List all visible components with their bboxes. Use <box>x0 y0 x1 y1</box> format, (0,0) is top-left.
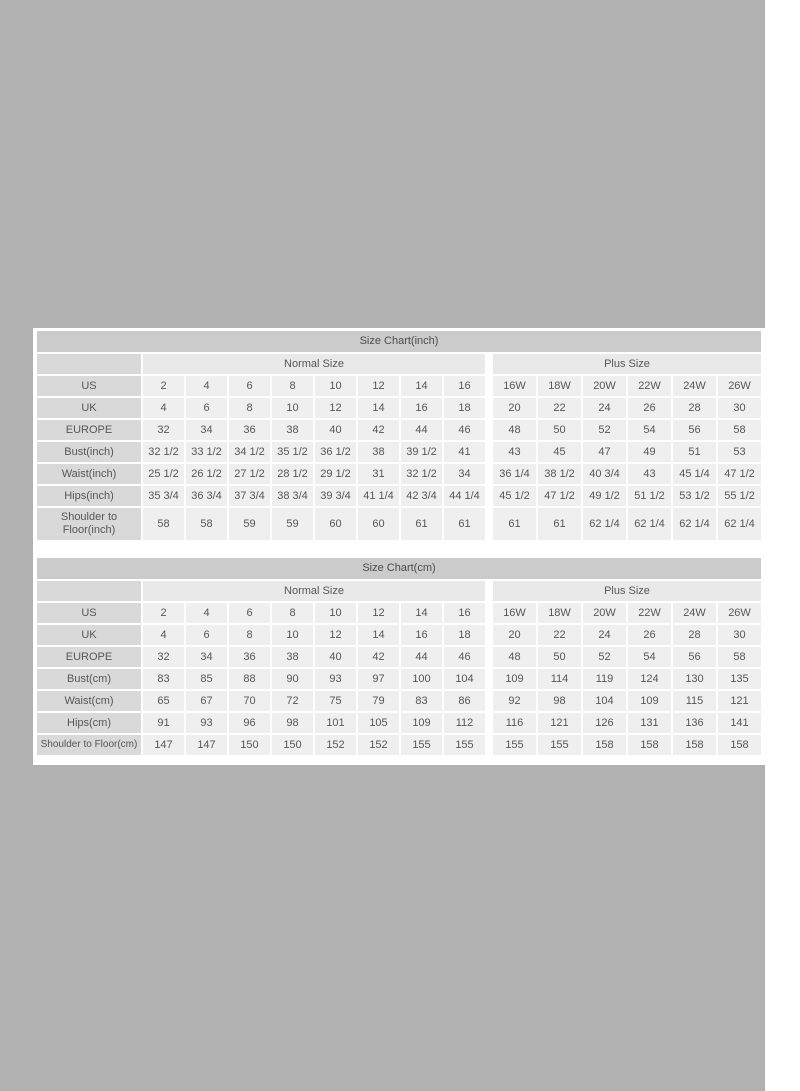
group-gap <box>487 486 491 506</box>
size-cell: 65 <box>143 691 184 711</box>
size-cell: 12 <box>315 625 356 645</box>
size-cell: 26 <box>628 625 671 645</box>
size-cell: 61 <box>444 508 485 540</box>
row-label: US <box>37 376 141 396</box>
size-row <box>37 398 761 418</box>
size-cell: 101 <box>315 713 356 733</box>
size-cell: 20W <box>583 376 626 396</box>
size-cell: 119 <box>583 669 626 689</box>
size-cell: 35 3/4 <box>143 486 184 506</box>
size-cell: 58 <box>143 508 184 540</box>
corner-cell <box>37 581 141 601</box>
row-label: Waist(inch) <box>37 464 141 484</box>
size-cell: 56 <box>673 647 716 667</box>
size-cell: 67 <box>186 691 227 711</box>
size-cell: 40 <box>315 420 356 440</box>
size-cell: 44 1/4 <box>444 486 485 506</box>
size-cell: 38 <box>272 420 313 440</box>
size-cell: 44 <box>401 420 442 440</box>
size-cell: 6 <box>186 625 227 645</box>
size-cell: 58 <box>186 508 227 540</box>
size-cell: 90 <box>272 669 313 689</box>
size-cell: 28 1/2 <box>272 464 313 484</box>
size-cell: 4 <box>143 625 184 645</box>
size-cell: 70 <box>229 691 270 711</box>
row-label: US <box>37 603 141 623</box>
size-cell: 37 3/4 <box>229 486 270 506</box>
size-cell: 24W <box>673 376 716 396</box>
size-row <box>37 603 761 623</box>
size-cell: 141 <box>718 713 761 733</box>
size-cell: 62 1/4 <box>583 508 626 540</box>
corner-cell <box>37 354 141 374</box>
size-row <box>37 508 761 540</box>
size-cell: 46 <box>444 420 485 440</box>
size-cell: 112 <box>444 713 485 733</box>
size-cell: 51 <box>673 442 716 462</box>
size-cell: 50 <box>538 647 581 667</box>
size-cell: 42 3/4 <box>401 486 442 506</box>
size-cell: 97 <box>358 669 399 689</box>
size-cell: 60 <box>358 508 399 540</box>
table-title: Size Chart(cm) <box>37 558 761 579</box>
size-cell: 38 <box>358 442 399 462</box>
size-cell: 49 1/2 <box>583 486 626 506</box>
size-cell: 18 <box>444 398 485 418</box>
size-cell: 20W <box>583 603 626 623</box>
size-cell: 147 <box>186 735 227 755</box>
size-cell: 32 <box>143 420 184 440</box>
size-cell: 38 1/2 <box>538 464 581 484</box>
group-gap <box>487 647 491 667</box>
size-cell: 155 <box>444 735 485 755</box>
size-chart-cm-table <box>35 556 763 757</box>
size-cell: 32 1/2 <box>401 464 442 484</box>
size-cell: 28 <box>673 625 716 645</box>
size-cell: 155 <box>538 735 581 755</box>
row-label: Bust(inch) <box>37 442 141 462</box>
size-cell: 42 <box>358 420 399 440</box>
size-cell: 12 <box>315 398 356 418</box>
size-cell: 121 <box>538 713 581 733</box>
size-cell: 109 <box>628 691 671 711</box>
size-cell: 126 <box>583 713 626 733</box>
size-row <box>37 713 761 733</box>
size-cell: 18 <box>444 625 485 645</box>
size-cell: 26W <box>718 376 761 396</box>
size-cell: 39 1/2 <box>401 442 442 462</box>
size-cell: 36 3/4 <box>186 486 227 506</box>
size-cell: 155 <box>493 735 536 755</box>
size-cell: 8 <box>229 625 270 645</box>
size-cell: 4 <box>186 376 227 396</box>
size-cell: 88 <box>229 669 270 689</box>
size-cell: 53 <box>718 442 761 462</box>
size-cell: 47 <box>583 442 626 462</box>
group-gap <box>487 603 491 623</box>
group-gap <box>487 464 491 484</box>
row-label: EUROPE <box>37 420 141 440</box>
row-label: Bust(cm) <box>37 669 141 689</box>
size-row <box>37 735 761 755</box>
size-cell: 26W <box>718 603 761 623</box>
row-label: Hips(inch) <box>37 486 141 506</box>
size-cell: 18W <box>538 376 581 396</box>
size-cell: 158 <box>583 735 626 755</box>
size-cell: 20 <box>493 398 536 418</box>
size-cell: 24 <box>583 398 626 418</box>
size-cell: 33 1/2 <box>186 442 227 462</box>
size-cell: 62 1/4 <box>673 508 716 540</box>
group-gap <box>487 713 491 733</box>
size-cell: 98 <box>272 713 313 733</box>
size-cell: 136 <box>673 713 716 733</box>
size-cell: 116 <box>493 713 536 733</box>
size-cell: 10 <box>315 603 356 623</box>
group-gap <box>487 420 491 440</box>
size-cell: 24 <box>583 625 626 645</box>
size-cell: 54 <box>628 420 671 440</box>
size-cell: 18W <box>538 603 581 623</box>
size-cell: 121 <box>718 691 761 711</box>
size-cell: 44 <box>401 647 442 667</box>
size-cell: 8 <box>272 603 313 623</box>
group-gap <box>487 398 491 418</box>
size-cell: 86 <box>444 691 485 711</box>
size-cell: 53 1/2 <box>673 486 716 506</box>
normal-size-header: Normal Size <box>143 581 485 601</box>
size-cell: 16 <box>444 603 485 623</box>
size-cell: 4 <box>143 398 184 418</box>
size-cell: 158 <box>673 735 716 755</box>
size-cell: 55 1/2 <box>718 486 761 506</box>
size-cell: 114 <box>538 669 581 689</box>
size-cell: 31 <box>358 464 399 484</box>
size-cell: 28 <box>673 398 716 418</box>
size-row <box>37 669 761 689</box>
size-cell: 91 <box>143 713 184 733</box>
size-cell: 48 <box>493 420 536 440</box>
size-cell: 47 1/2 <box>718 464 761 484</box>
size-cell: 16 <box>401 625 442 645</box>
size-cell: 60 <box>315 508 356 540</box>
size-cell: 52 <box>583 420 626 440</box>
size-chart-panel <box>33 328 765 765</box>
size-cell: 52 <box>583 647 626 667</box>
size-cell: 43 <box>493 442 536 462</box>
row-label: Waist(cm) <box>37 691 141 711</box>
size-cell: 29 1/2 <box>315 464 356 484</box>
size-cell: 27 1/2 <box>229 464 270 484</box>
size-cell: 135 <box>718 669 761 689</box>
size-cell: 147 <box>143 735 184 755</box>
table-separator <box>35 542 763 556</box>
group-gap <box>487 669 491 689</box>
plus-size-header: Plus Size <box>493 581 761 601</box>
group-gap <box>487 581 491 601</box>
size-cell: 79 <box>358 691 399 711</box>
size-cell: 43 <box>628 464 671 484</box>
size-row <box>37 464 761 484</box>
size-cell: 22 <box>538 398 581 418</box>
size-cell: 62 1/4 <box>628 508 671 540</box>
size-cell: 104 <box>444 669 485 689</box>
size-cell: 20 <box>493 625 536 645</box>
size-cell: 41 1/4 <box>358 486 399 506</box>
size-cell: 158 <box>628 735 671 755</box>
size-cell: 40 <box>315 647 356 667</box>
table-title-row <box>37 331 761 352</box>
size-cell: 92 <box>493 691 536 711</box>
size-chart-inch-table <box>35 329 763 542</box>
size-cell: 34 1/2 <box>229 442 270 462</box>
size-cell: 12 <box>358 603 399 623</box>
size-cell: 10 <box>272 625 313 645</box>
size-cell: 38 3/4 <box>272 486 313 506</box>
size-cell: 47 1/2 <box>538 486 581 506</box>
size-cell: 105 <box>358 713 399 733</box>
size-cell: 36 <box>229 420 270 440</box>
size-cell: 39 3/4 <box>315 486 356 506</box>
size-cell: 10 <box>272 398 313 418</box>
size-cell: 115 <box>673 691 716 711</box>
size-cell: 51 1/2 <box>628 486 671 506</box>
size-cell: 130 <box>673 669 716 689</box>
size-cell: 58 <box>718 420 761 440</box>
size-cell: 59 <box>272 508 313 540</box>
size-cell: 24W <box>673 603 716 623</box>
size-cell: 58 <box>718 647 761 667</box>
row-label: Hips(cm) <box>37 713 141 733</box>
size-cell: 26 1/2 <box>186 464 227 484</box>
group-gap <box>487 354 491 374</box>
size-cell: 46 <box>444 647 485 667</box>
size-row <box>37 647 761 667</box>
size-cell: 83 <box>401 691 442 711</box>
size-cell: 98 <box>538 691 581 711</box>
size-cell: 36 1/2 <box>315 442 356 462</box>
size-cell: 85 <box>186 669 227 689</box>
size-cell: 25 1/2 <box>143 464 184 484</box>
size-cell: 50 <box>538 420 581 440</box>
size-cell: 109 <box>401 713 442 733</box>
size-cell: 34 <box>186 647 227 667</box>
size-cell: 14 <box>401 603 442 623</box>
row-label: EUROPE <box>37 647 141 667</box>
size-cell: 59 <box>229 508 270 540</box>
group-gap <box>487 691 491 711</box>
size-cell: 6 <box>229 603 270 623</box>
size-row <box>37 625 761 645</box>
size-cell: 14 <box>358 625 399 645</box>
size-cell: 36 <box>229 647 270 667</box>
size-cell: 45 1/4 <box>673 464 716 484</box>
size-cell: 22W <box>628 603 671 623</box>
group-gap <box>487 508 491 540</box>
row-label: UK <box>37 625 141 645</box>
size-cell: 124 <box>628 669 671 689</box>
size-cell: 6 <box>229 376 270 396</box>
size-cell: 61 <box>493 508 536 540</box>
size-cell: 41 <box>444 442 485 462</box>
size-cell: 22 <box>538 625 581 645</box>
size-cell: 32 <box>143 647 184 667</box>
size-row <box>37 691 761 711</box>
group-gap <box>487 625 491 645</box>
size-cell: 49 <box>628 442 671 462</box>
size-cell: 38 <box>272 647 313 667</box>
size-cell: 83 <box>143 669 184 689</box>
row-label: Shoulder to Floor(inch) <box>37 508 141 540</box>
size-cell: 96 <box>229 713 270 733</box>
size-cell: 26 <box>628 398 671 418</box>
size-cell: 93 <box>315 669 356 689</box>
group-header-row <box>37 354 761 374</box>
size-cell: 32 1/2 <box>143 442 184 462</box>
size-cell: 8 <box>272 376 313 396</box>
size-cell: 75 <box>315 691 356 711</box>
size-cell: 14 <box>401 376 442 396</box>
group-gap <box>487 735 491 755</box>
size-cell: 34 <box>186 420 227 440</box>
size-cell: 4 <box>186 603 227 623</box>
size-cell: 61 <box>401 508 442 540</box>
size-cell: 54 <box>628 647 671 667</box>
size-cell: 6 <box>186 398 227 418</box>
table-title: Size Chart(inch) <box>37 331 761 352</box>
size-cell: 30 <box>718 398 761 418</box>
size-cell: 62 1/4 <box>718 508 761 540</box>
size-cell: 104 <box>583 691 626 711</box>
size-cell: 61 <box>538 508 581 540</box>
size-cell: 14 <box>358 398 399 418</box>
row-label: UK <box>37 398 141 418</box>
size-cell: 40 3/4 <box>583 464 626 484</box>
size-cell: 2 <box>143 603 184 623</box>
size-cell: 30 <box>718 625 761 645</box>
group-gap <box>487 442 491 462</box>
row-label: Shoulder to Floor(cm) <box>37 735 141 755</box>
normal-size-header: Normal Size <box>143 354 485 374</box>
size-cell: 131 <box>628 713 671 733</box>
size-cell: 16 <box>401 398 442 418</box>
size-cell: 36 1/4 <box>493 464 536 484</box>
size-cell: 22W <box>628 376 671 396</box>
size-cell: 155 <box>401 735 442 755</box>
size-cell: 45 <box>538 442 581 462</box>
size-cell: 93 <box>186 713 227 733</box>
size-cell: 2 <box>143 376 184 396</box>
size-cell: 16W <box>493 376 536 396</box>
size-cell: 16W <box>493 603 536 623</box>
plus-size-header: Plus Size <box>493 354 761 374</box>
size-cell: 16 <box>444 376 485 396</box>
size-cell: 48 <box>493 647 536 667</box>
size-row <box>37 420 761 440</box>
group-header-row <box>37 581 761 601</box>
size-cell: 10 <box>315 376 356 396</box>
size-cell: 72 <box>272 691 313 711</box>
table-title-row <box>37 558 761 579</box>
size-cell: 42 <box>358 647 399 667</box>
size-cell: 34 <box>444 464 485 484</box>
size-cell: 100 <box>401 669 442 689</box>
size-cell: 35 1/2 <box>272 442 313 462</box>
size-cell: 56 <box>673 420 716 440</box>
size-cell: 158 <box>718 735 761 755</box>
size-cell: 152 <box>358 735 399 755</box>
size-cell: 150 <box>272 735 313 755</box>
size-cell: 8 <box>229 398 270 418</box>
size-row <box>37 486 761 506</box>
size-row <box>37 442 761 462</box>
size-cell: 109 <box>493 669 536 689</box>
size-row <box>37 376 761 396</box>
size-cell: 45 1/2 <box>493 486 536 506</box>
size-cell: 12 <box>358 376 399 396</box>
group-gap <box>487 376 491 396</box>
size-cell: 152 <box>315 735 356 755</box>
size-cell: 150 <box>229 735 270 755</box>
